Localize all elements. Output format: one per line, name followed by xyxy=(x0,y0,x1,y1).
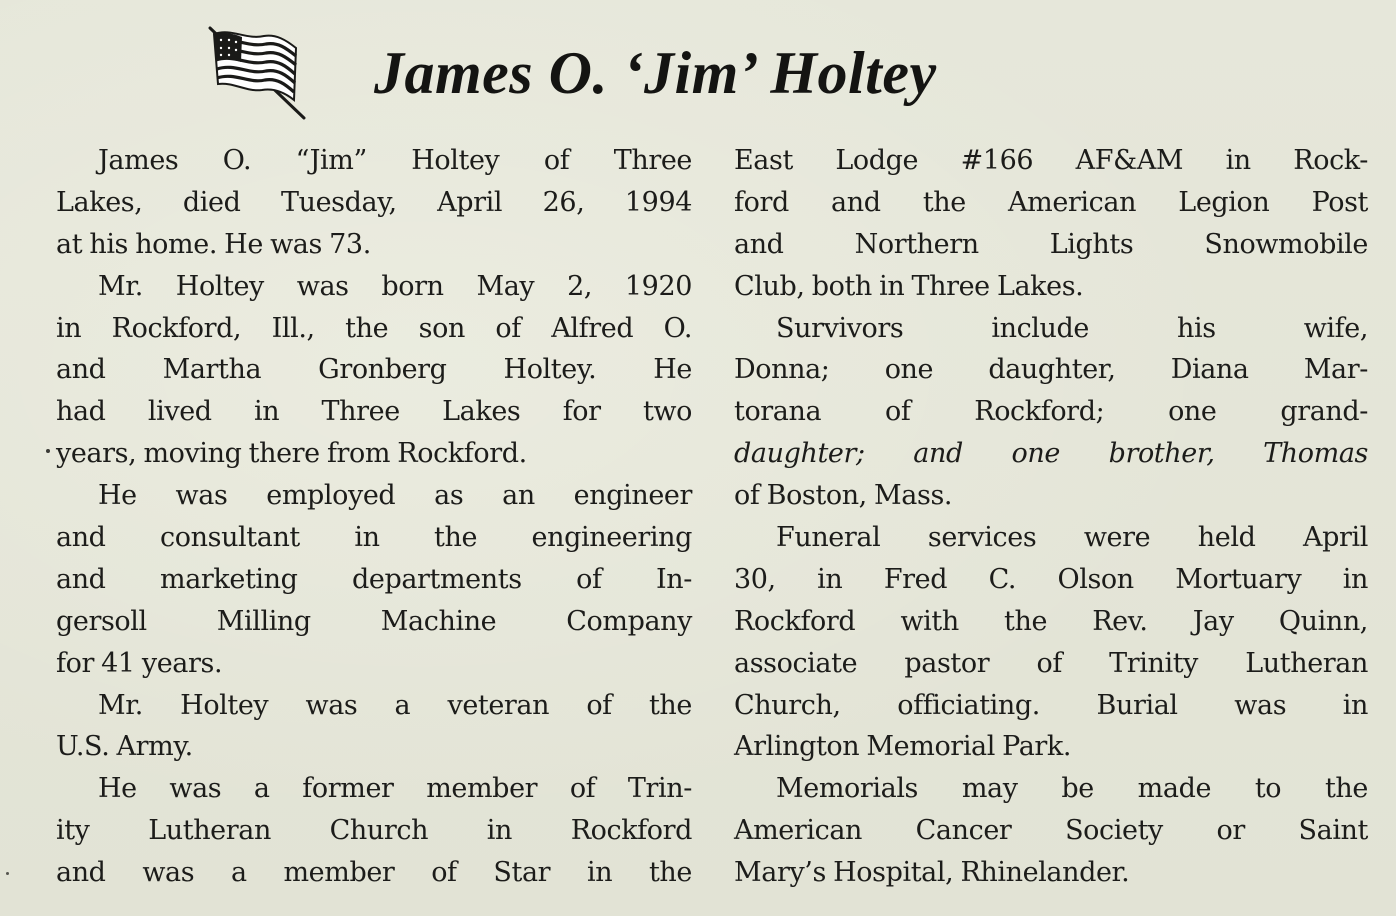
text-line: Memorials may be made to the xyxy=(776,773,1368,805)
text-line: He was employed as an engineer xyxy=(98,480,692,512)
text-line: Donna; one daughter, Diana Mar- xyxy=(734,354,1368,386)
text-line: gersoll Milling Machine Company xyxy=(56,605,692,637)
text-line: and Northern Lights Snowmobile xyxy=(734,228,1368,260)
text-line: Lakes, died Tuesday, April 26, 1994 xyxy=(56,186,692,218)
text-line: for 41 years. xyxy=(56,647,223,679)
text-line: and consultant in the engineering xyxy=(56,522,692,554)
text-line: daughter; and one brother, Thomas xyxy=(734,438,1368,470)
text-line: Mary’s Hospital, Rhinelander. xyxy=(734,857,1130,889)
print-speck xyxy=(6,872,9,875)
text-line: torana of Rockford; one grand- xyxy=(734,396,1368,428)
text-line: Arlington Memorial Park. xyxy=(734,731,1072,763)
text-line: Survivors include his wife, xyxy=(776,312,1368,344)
text-line: of Boston, Mass. xyxy=(734,480,953,512)
text-line: and was a member of Star in the xyxy=(56,857,692,889)
text-line: and Martha Gronberg Holtey. He xyxy=(56,354,692,386)
right-text-column xyxy=(734,140,1368,894)
text-line: James O. “Jim” Holtey of Three xyxy=(98,145,692,176)
text-line: ford and the American Legion Post xyxy=(734,186,1368,218)
text-line: East Lodge #166 AF&AM in Rock- xyxy=(734,145,1368,176)
text-line: Church, officiating. Burial was in xyxy=(734,689,1368,721)
text-line: associate pastor of Trinity Lutheran xyxy=(734,647,1368,679)
obituary-title: James O. ‘Jim’ Holtey xyxy=(374,40,937,106)
text-line: years, moving there from Rockford. xyxy=(56,438,527,470)
american-flag-icon xyxy=(206,26,310,122)
text-line: He was a former member of Trin- xyxy=(98,773,692,805)
text-line: Mr. Holtey was born May 2, 1920 xyxy=(98,270,692,302)
text-line: Funeral services were held April xyxy=(776,522,1368,554)
text-line: American Cancer Society or Saint xyxy=(734,815,1368,847)
text-line: had lived in Three Lakes for two xyxy=(56,396,692,428)
text-line: ity Lutheran Church in Rockford xyxy=(56,815,692,847)
text-line: Club, both in Three Lakes. xyxy=(734,270,1084,302)
text-line: Mr. Holtey was a veteran of the xyxy=(98,689,692,721)
text-line: in Rockford, Ill., the son of Alfred O. xyxy=(56,312,692,344)
print-speck xyxy=(46,449,50,453)
text-line: and marketing departments of In- xyxy=(56,563,692,595)
text-line: at his home. He was 73. xyxy=(56,228,371,260)
text-line: 30, in Fred C. Olson Mortuary in xyxy=(734,563,1368,595)
text-line: Rockford with the Rev. Jay Quinn, xyxy=(734,605,1368,637)
text-line: U.S. Army. xyxy=(56,731,193,763)
left-text-column xyxy=(56,140,692,894)
